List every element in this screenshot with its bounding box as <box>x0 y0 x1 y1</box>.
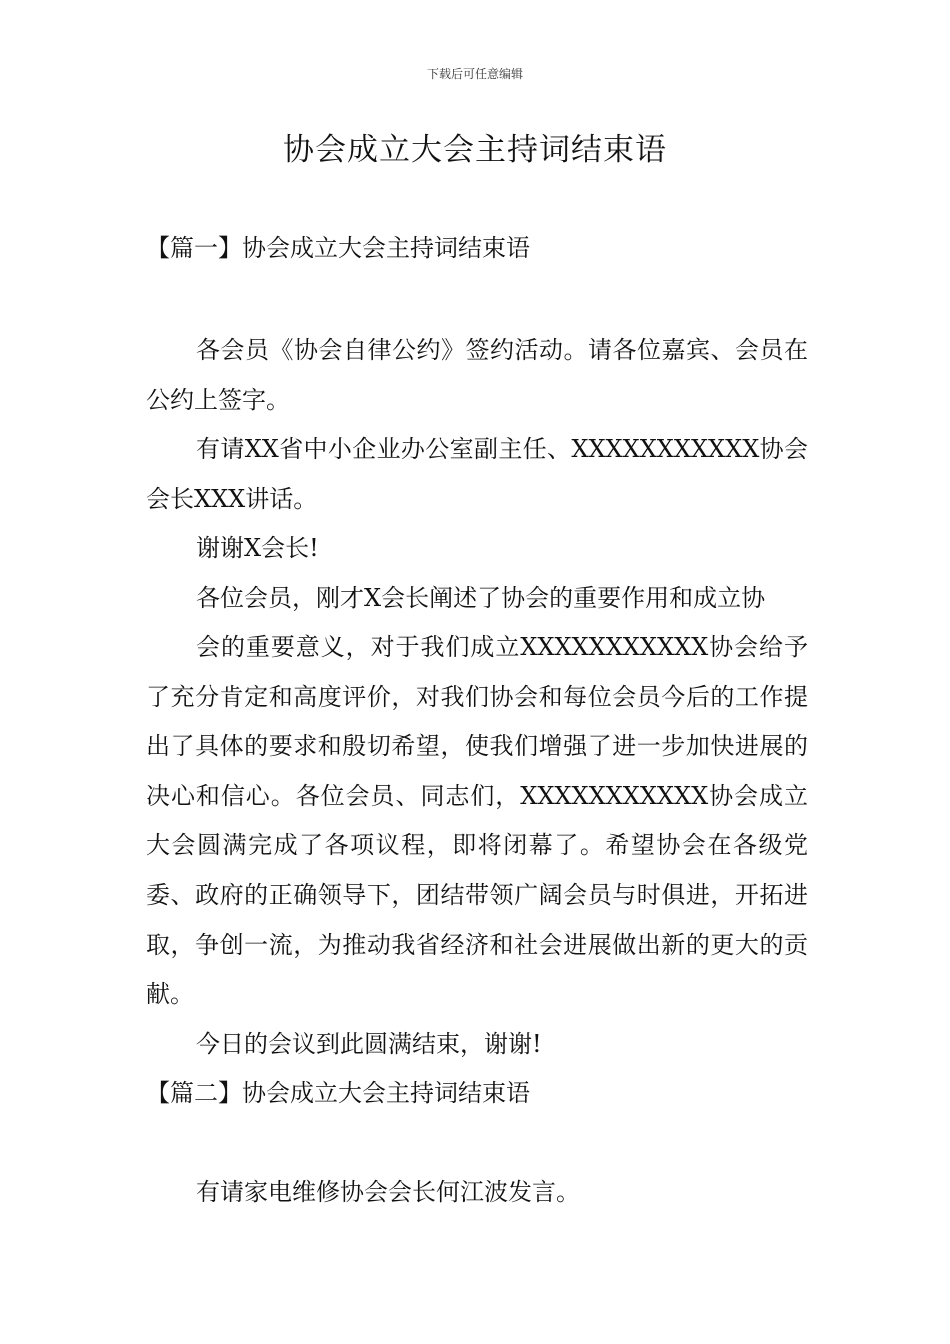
paragraph-remarks-body: 会的重要意义，对于我们成立XXXXXXXXXXX协会给予了充分肯定和高度评价，对我们协会和每位会员今后的工作提出了具体的要求和殷切希望，使我们增强了进一步加快进展的决心和信心。各位会员、同志们，XXXXXXXXXXX协会成立大会圆满完成了各项议程，即将闭幕了。希望协会在各级党委、政府的正确领导下，团结带领广阔会员与时俱进，开拓进取，争创一流，为推动我省经济和社会进展做出新的更大的贡献。 <box>146 633 808 1009</box>
section-heading-2: 【篇二】协会成立大会主持词结束语 <box>146 1079 530 1107</box>
paragraph-invite-speech: 有请XX省中小企业办公室副主任、XXXXXXXXXXX协会会长XXX讲话。 <box>146 435 808 513</box>
page-title: 协会成立大会主持词结束语 <box>283 132 667 168</box>
paragraph-invite-he-jiangbo: 有请家电维修协会会长何江波发言。 <box>196 1178 580 1206</box>
paragraph-thanks: 谢谢X会长! <box>196 534 319 562</box>
paragraph-remarks-start: 各位会员，刚才X会长阐述了协会的重要作用和成立协 <box>196 584 766 612</box>
paragraph-closing: 今日的会议到此圆满结束，谢谢! <box>196 1030 542 1058</box>
section-heading-1: 【篇一】协会成立大会主持词结束语 <box>146 234 530 262</box>
paragraph-signing: 各会员《协会自律公约》签约活动。请各位嘉宾、会员在公约上签字。 <box>146 336 808 414</box>
header-note: 下载后可任意编辑 <box>426 67 523 81</box>
